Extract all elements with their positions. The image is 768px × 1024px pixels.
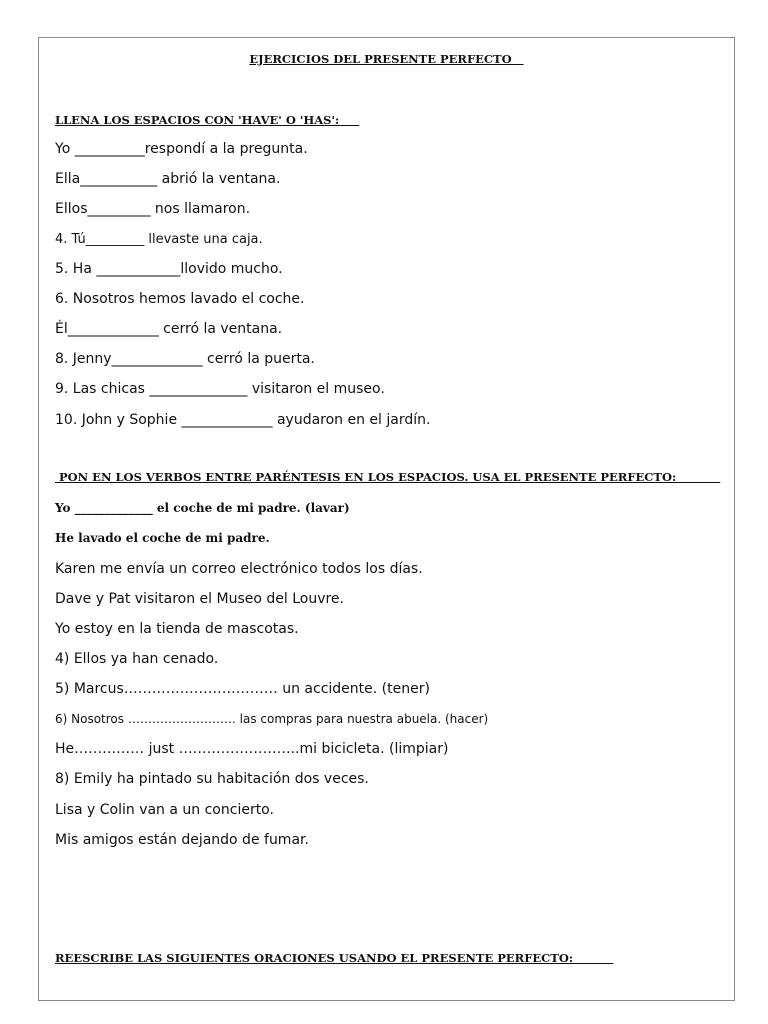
section1-item: Yo __________respondí a la pregunta. [55,141,308,157]
section2-item: 6) Nosotros ……………………… las compras para nuestra abuela. (hacer) [55,712,489,726]
section2-item: 8) Emily ha pintado su habitación dos veces. [55,771,369,787]
page-title: EJERCICIOS DEL PRESENTE PERFECTO [249,52,524,66]
section2-item: 5) Marcus…………………………… un accidente. (tener) [55,681,430,697]
section1-item: 5. Ha ____________llovido mucho. [55,261,283,277]
section2-item: Karen me envía un correo electrónico todos los días. [55,561,423,577]
section2-item: Lisa y Colin van a un concierto. [55,802,274,818]
section2-example-answer: He lavado el coche de mi padre. [55,531,270,545]
section1-item: 6. Nosotros hemos lavado el coche. [55,291,305,307]
section2-item: Yo estoy en la tienda de mascotas. [55,621,299,637]
section2-item: Mis amigos están dejando de fumar. [55,832,309,848]
section2-item: Dave y Pat visitaron el Museo del Louvre. [55,591,344,607]
worksheet-page [38,37,735,1001]
section2-example-question: Yo _____________ el coche de mi padre. (lavar) [55,501,350,515]
section1-item: Él_____________ cerró la ventana. [55,321,283,337]
section1-item: Ellos_________ nos llamaron. [55,201,251,217]
section1-item: 8. Jenny_____________ cerró la puerta. [55,351,315,367]
section2-heading: PON EN LOS VERBOS ENTRE PARÉNTESIS EN LOS ESPACIOS. USA EL PRESENTE PERFECTO: [55,470,721,484]
section1-heading: LLENA LOS ESPACIOS CON 'HAVE' O 'HAS': [55,113,360,127]
section2-item: 4) Ellos ya han cenado. [55,651,219,667]
section1-item: 4. Tú_________ llevaste una caja. [55,232,263,247]
section3-heading: REESCRIBE LAS SIGUIENTES ORACIONES USANDO EL PRESENTE PERFECTO: [55,951,614,965]
section1-item: 9. Las chicas ______________ visitaron el museo. [55,381,385,397]
section2-item: He…………… just ……………………..mi bicicleta. (limpiar) [55,741,449,757]
section1-item: Ella___________ abrió la ventana. [55,171,281,187]
section1-item: 10. John y Sophie _____________ ayudaron en el jardín. [55,412,431,428]
